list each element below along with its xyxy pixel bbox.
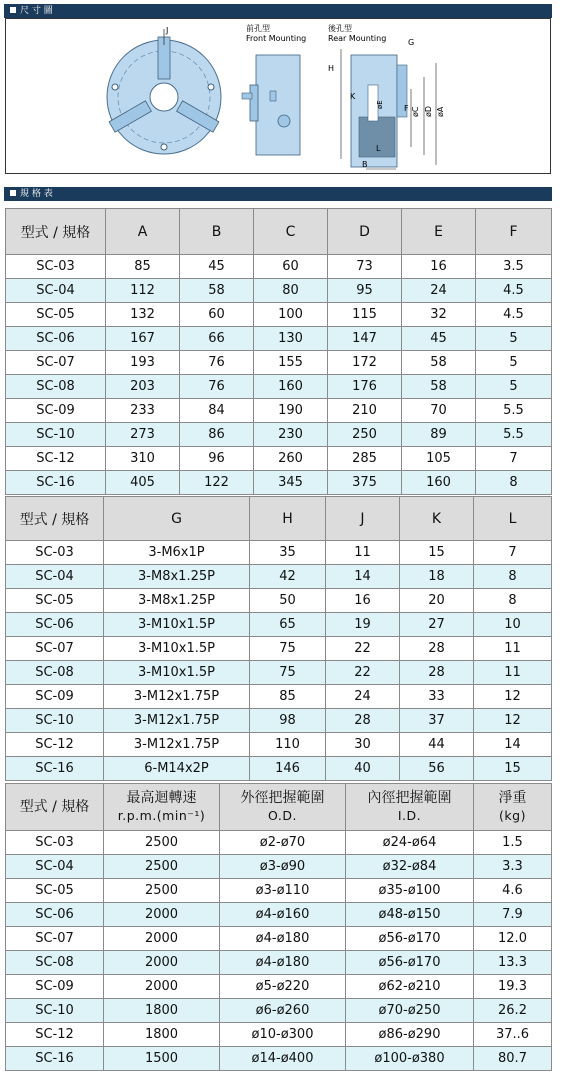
table-row <box>6 757 552 781</box>
table-row <box>6 831 552 855</box>
table-cell: 8 <box>476 471 552 495</box>
table-cell: 96 <box>180 447 254 471</box>
table-row <box>6 685 552 709</box>
table-header-row <box>6 497 552 541</box>
table-cell: 60 <box>180 303 254 327</box>
table-cell: 40 <box>326 757 400 781</box>
table-cell: 28 <box>400 637 474 661</box>
table-cell: 3-M12x1.75P <box>104 733 250 757</box>
header-sub: (kg) <box>499 808 526 823</box>
table-cell: 230 <box>254 423 328 447</box>
table-cell: 2000 <box>104 951 220 975</box>
header-main: 最高迴轉速 <box>126 790 197 806</box>
table-cell: 310 <box>106 447 180 471</box>
table-cell: 160 <box>254 375 328 399</box>
table-cell: 8 <box>474 565 552 589</box>
table-row <box>6 375 552 399</box>
table-cell: 24 <box>402 279 476 303</box>
label-k: K <box>350 92 356 101</box>
table-row <box>6 471 552 495</box>
table-cell: ø62-ø210 <box>346 975 474 999</box>
column-header: E <box>402 209 476 255</box>
table-cell: 2000 <box>104 927 220 951</box>
table-cell: 37 <box>400 709 474 733</box>
table-cell: 100 <box>254 303 328 327</box>
table-cell: 45 <box>402 327 476 351</box>
table-cell: 15 <box>400 541 474 565</box>
table-cell: 5 <box>476 375 552 399</box>
column-header <box>474 784 552 831</box>
table-cell: 193 <box>106 351 180 375</box>
model-cell: SC-10 <box>6 999 104 1023</box>
table-cell: 167 <box>106 327 180 351</box>
table-row <box>6 855 552 879</box>
model-cell: SC-16 <box>6 1047 104 1071</box>
table-cell: 115 <box>328 303 402 327</box>
table-cell: 58 <box>180 279 254 303</box>
table-cell: 1.5 <box>474 831 552 855</box>
table-row <box>6 589 552 613</box>
model-cell: SC-10 <box>6 709 104 733</box>
table-cell: 2000 <box>104 903 220 927</box>
column-header: C <box>254 209 328 255</box>
table-cell: 6-M14x2P <box>104 757 250 781</box>
column-header: G <box>104 497 250 541</box>
table-cell: 76 <box>180 375 254 399</box>
table-cell: 84 <box>180 399 254 423</box>
table-cell: ø24-ø64 <box>346 831 474 855</box>
table-cell: 146 <box>250 757 326 781</box>
table-cell: 155 <box>254 351 328 375</box>
table-row <box>6 565 552 589</box>
table-cell: 70 <box>402 399 476 423</box>
rear-mounting-zh: 後孔型 <box>328 24 352 33</box>
table-cell: 7.9 <box>474 903 552 927</box>
front-mounting-zh: 前孔型 <box>246 24 270 33</box>
table-row <box>6 709 552 733</box>
table-cell: ø35-ø100 <box>346 879 474 903</box>
table-cell: 4.6 <box>474 879 552 903</box>
table-cell: 345 <box>254 471 328 495</box>
table-cell: 11 <box>474 637 552 661</box>
table-cell: 86 <box>180 423 254 447</box>
table-cell: 3-M10x1.5P <box>104 637 250 661</box>
model-cell: SC-04 <box>6 565 104 589</box>
model-cell: SC-03 <box>6 831 104 855</box>
table-cell: 375 <box>328 471 402 495</box>
table-cell: 3-M12x1.75P <box>104 685 250 709</box>
table-cell: 95 <box>328 279 402 303</box>
table-cell: 3.3 <box>474 855 552 879</box>
table-cell: 7 <box>476 447 552 471</box>
column-header <box>346 784 474 831</box>
column-header: K <box>400 497 474 541</box>
table-cell: 250 <box>328 423 402 447</box>
table-cell: 8 <box>474 589 552 613</box>
table-cell: 16 <box>402 255 476 279</box>
table-cell: 60 <box>254 255 328 279</box>
header-sub: r.p.m.(min⁻¹) <box>117 808 206 823</box>
model-cell: SC-07 <box>6 637 104 661</box>
table-cell: 1500 <box>104 1047 220 1071</box>
table-cell: 80 <box>254 279 328 303</box>
column-header: A <box>106 209 180 255</box>
column-header: 型式 / 規格 <box>6 497 104 541</box>
table-cell: ø2-ø70 <box>220 831 346 855</box>
table-cell: ø32-ø84 <box>346 855 474 879</box>
spec-table-dimensions-g-l <box>5 496 552 781</box>
table-row <box>6 999 552 1023</box>
model-cell: SC-08 <box>6 951 104 975</box>
table-cell: ø10-ø300 <box>220 1023 346 1047</box>
spec-table-dimensions-a-f <box>5 208 552 495</box>
table-cell: 3-M8x1.25P <box>104 565 250 589</box>
table-cell: 85 <box>250 685 326 709</box>
table-cell: 73 <box>328 255 402 279</box>
table-row <box>6 903 552 927</box>
table-cell: 190 <box>254 399 328 423</box>
table-cell: 32 <box>402 303 476 327</box>
table-cell: 58 <box>402 375 476 399</box>
table-cell: 98 <box>250 709 326 733</box>
model-cell: SC-08 <box>6 661 104 685</box>
table-row <box>6 351 552 375</box>
table-cell: ø86-ø290 <box>346 1023 474 1047</box>
table-cell: 58 <box>402 351 476 375</box>
table-cell: 3.5 <box>476 255 552 279</box>
column-header: 型式 / 規格 <box>6 209 106 255</box>
table-cell: 16 <box>326 589 400 613</box>
header-main: 型式 / 規格 <box>19 798 90 815</box>
table-cell: 10 <box>474 613 552 637</box>
table-header-row <box>6 784 552 831</box>
header-main: 淨重 <box>498 790 527 806</box>
table-cell: 12 <box>474 709 552 733</box>
table-row <box>6 613 552 637</box>
column-header: J <box>326 497 400 541</box>
model-cell: SC-03 <box>6 255 106 279</box>
table-cell: 405 <box>106 471 180 495</box>
table-cell: 30 <box>326 733 400 757</box>
table-cell: 233 <box>106 399 180 423</box>
model-cell: SC-16 <box>6 471 106 495</box>
column-header <box>104 784 220 831</box>
table-cell: 112 <box>106 279 180 303</box>
table-cell: 28 <box>400 661 474 685</box>
chuck-drawing-svg <box>6 19 550 173</box>
table-cell: ø70-ø250 <box>346 999 474 1023</box>
table-cell: ø56-ø170 <box>346 951 474 975</box>
table-cell: 2500 <box>104 831 220 855</box>
model-cell: SC-12 <box>6 447 106 471</box>
model-cell: SC-03 <box>6 541 104 565</box>
model-cell: SC-09 <box>6 685 104 709</box>
table-cell: 3-M12x1.75P <box>104 709 250 733</box>
table-cell: 273 <box>106 423 180 447</box>
table-cell: 2500 <box>104 855 220 879</box>
table-cell: 5.5 <box>476 423 552 447</box>
table-row <box>6 733 552 757</box>
table-cell: 147 <box>328 327 402 351</box>
label-f: F <box>404 104 409 113</box>
table-row <box>6 541 552 565</box>
table-cell: ø4-ø180 <box>220 951 346 975</box>
table-cell: 22 <box>326 661 400 685</box>
table-header-row <box>6 209 552 255</box>
column-header: H <box>250 497 326 541</box>
table-cell: 5 <box>476 327 552 351</box>
table-cell: 172 <box>328 351 402 375</box>
table-cell: 33 <box>400 685 474 709</box>
table-cell: 3-M10x1.5P <box>104 661 250 685</box>
table-cell: 285 <box>328 447 402 471</box>
model-cell: SC-16 <box>6 757 104 781</box>
table-cell: 42 <box>250 565 326 589</box>
header-main: 外徑把握範圍 <box>240 790 325 806</box>
table-cell: 1800 <box>104 999 220 1023</box>
table-cell: 2000 <box>104 975 220 999</box>
table-cell: 24 <box>326 685 400 709</box>
table-cell: ø3-ø110 <box>220 879 346 903</box>
table-row <box>6 303 552 327</box>
header-sub: I.D. <box>397 808 422 823</box>
table-cell: 2500 <box>104 879 220 903</box>
label-h: H <box>328 64 335 73</box>
column-header: F <box>476 209 552 255</box>
table-cell: 75 <box>250 661 326 685</box>
table-row <box>6 951 552 975</box>
table-cell: 132 <box>106 303 180 327</box>
rear-mounting-section-view <box>341 49 436 169</box>
table-cell: 50 <box>250 589 326 613</box>
model-cell: SC-04 <box>6 279 106 303</box>
table-cell: 18 <box>400 565 474 589</box>
chuck-dimension-drawing <box>5 18 551 174</box>
table-row <box>6 447 552 471</box>
label-c: øC <box>411 106 420 117</box>
table-cell: 45 <box>180 255 254 279</box>
table-cell: 37..6 <box>474 1023 552 1047</box>
table-row <box>6 399 552 423</box>
table-cell: ø100-ø380 <box>346 1047 474 1071</box>
table-cell: ø56-ø170 <box>346 927 474 951</box>
table-row <box>6 1023 552 1047</box>
table-cell: ø14-ø400 <box>220 1047 346 1071</box>
header-main: 內徑把握範圍 <box>367 790 452 806</box>
table-cell: 11 <box>326 541 400 565</box>
table-cell: 5.5 <box>476 399 552 423</box>
model-cell: SC-09 <box>6 399 106 423</box>
table-cell: 7 <box>474 541 552 565</box>
table-cell: 14 <box>326 565 400 589</box>
label-j: J <box>166 26 169 35</box>
table-cell: 89 <box>402 423 476 447</box>
table-row <box>6 661 552 685</box>
chuck-front-view <box>107 29 221 154</box>
model-cell: SC-09 <box>6 975 104 999</box>
dimensions-section-bar <box>4 4 552 18</box>
table-row <box>6 255 552 279</box>
bullet-square-icon <box>10 190 16 196</box>
table-cell: 35 <box>250 541 326 565</box>
column-header: L <box>474 497 552 541</box>
table-cell: 3-M6x1P <box>104 541 250 565</box>
specs-section-bar <box>4 187 552 201</box>
model-cell: SC-05 <box>6 879 104 903</box>
model-cell: SC-12 <box>6 1023 104 1047</box>
table-cell: 110 <box>250 733 326 757</box>
model-cell: SC-06 <box>6 327 106 351</box>
table-cell: 4.5 <box>476 303 552 327</box>
table-cell: ø3-ø90 <box>220 855 346 879</box>
label-g: G <box>408 38 415 47</box>
rear-mounting-en: Rear Mounting <box>328 34 387 43</box>
label-l: L <box>376 144 381 153</box>
table-row <box>6 975 552 999</box>
table-cell: 44 <box>400 733 474 757</box>
table-cell: 27 <box>400 613 474 637</box>
table-cell: 203 <box>106 375 180 399</box>
table-row <box>6 637 552 661</box>
table-cell: ø5-ø220 <box>220 975 346 999</box>
table-cell: 210 <box>328 399 402 423</box>
table-cell: 20 <box>400 589 474 613</box>
table-cell: 4.5 <box>476 279 552 303</box>
model-cell: SC-06 <box>6 903 104 927</box>
column-header: B <box>180 209 254 255</box>
model-cell: SC-05 <box>6 589 104 613</box>
model-cell: SC-12 <box>6 733 104 757</box>
column-header: D <box>328 209 402 255</box>
model-cell: SC-08 <box>6 375 106 399</box>
table-cell: 12.0 <box>474 927 552 951</box>
table-cell: 19.3 <box>474 975 552 999</box>
table-cell: 260 <box>254 447 328 471</box>
model-cell: SC-04 <box>6 855 104 879</box>
table-cell: 14 <box>474 733 552 757</box>
table-cell: 1800 <box>104 1023 220 1047</box>
label-b: B <box>362 160 368 169</box>
table-cell: 19 <box>326 613 400 637</box>
label-e: øE <box>376 100 384 109</box>
model-cell: SC-07 <box>6 351 106 375</box>
table-cell: ø6-ø260 <box>220 999 346 1023</box>
label-d: øD <box>424 105 433 117</box>
table-cell: 176 <box>328 375 402 399</box>
label-a: øA <box>436 106 445 117</box>
table-cell: 3-M8x1.25P <box>104 589 250 613</box>
table-cell: 12 <box>474 685 552 709</box>
front-mounting-en: Front Mounting <box>246 34 307 43</box>
table-cell: 105 <box>402 447 476 471</box>
table-row <box>6 423 552 447</box>
table-cell: 80.7 <box>474 1047 552 1071</box>
table-cell: 130 <box>254 327 328 351</box>
table-cell: 3-M10x1.5P <box>104 613 250 637</box>
table-cell: ø4-ø160 <box>220 903 346 927</box>
table-cell: ø4-ø180 <box>220 927 346 951</box>
table-row <box>6 927 552 951</box>
model-cell: SC-10 <box>6 423 106 447</box>
model-cell: SC-05 <box>6 303 106 327</box>
table-cell: 160 <box>402 471 476 495</box>
table-row <box>6 879 552 903</box>
front-mounting-side-view <box>242 55 300 155</box>
column-header <box>6 784 104 831</box>
table-row <box>6 327 552 351</box>
column-header <box>220 784 346 831</box>
header-sub: O.D. <box>268 808 297 823</box>
bullet-square-icon <box>10 7 16 13</box>
table-cell: 15 <box>474 757 552 781</box>
table-cell: ø48-ø150 <box>346 903 474 927</box>
model-cell: SC-06 <box>6 613 104 637</box>
table-cell: 76 <box>180 351 254 375</box>
table-row <box>6 1047 552 1071</box>
table-cell: 5 <box>476 351 552 375</box>
model-cell: SC-07 <box>6 927 104 951</box>
table-cell: 65 <box>250 613 326 637</box>
specs-section-title: 規 格 表 <box>20 189 53 199</box>
table-cell: 56 <box>400 757 474 781</box>
table-cell: 66 <box>180 327 254 351</box>
table-cell: 85 <box>106 255 180 279</box>
table-cell: 22 <box>326 637 400 661</box>
spec-table-performance <box>5 783 552 1071</box>
dimensions-section-title: 尺 寸 圖 <box>20 6 53 16</box>
table-row <box>6 279 552 303</box>
table-cell: 13.3 <box>474 951 552 975</box>
table-cell: 26.2 <box>474 999 552 1023</box>
table-cell: 11 <box>474 661 552 685</box>
table-cell: 28 <box>326 709 400 733</box>
table-cell: 122 <box>180 471 254 495</box>
table-cell: 75 <box>250 637 326 661</box>
